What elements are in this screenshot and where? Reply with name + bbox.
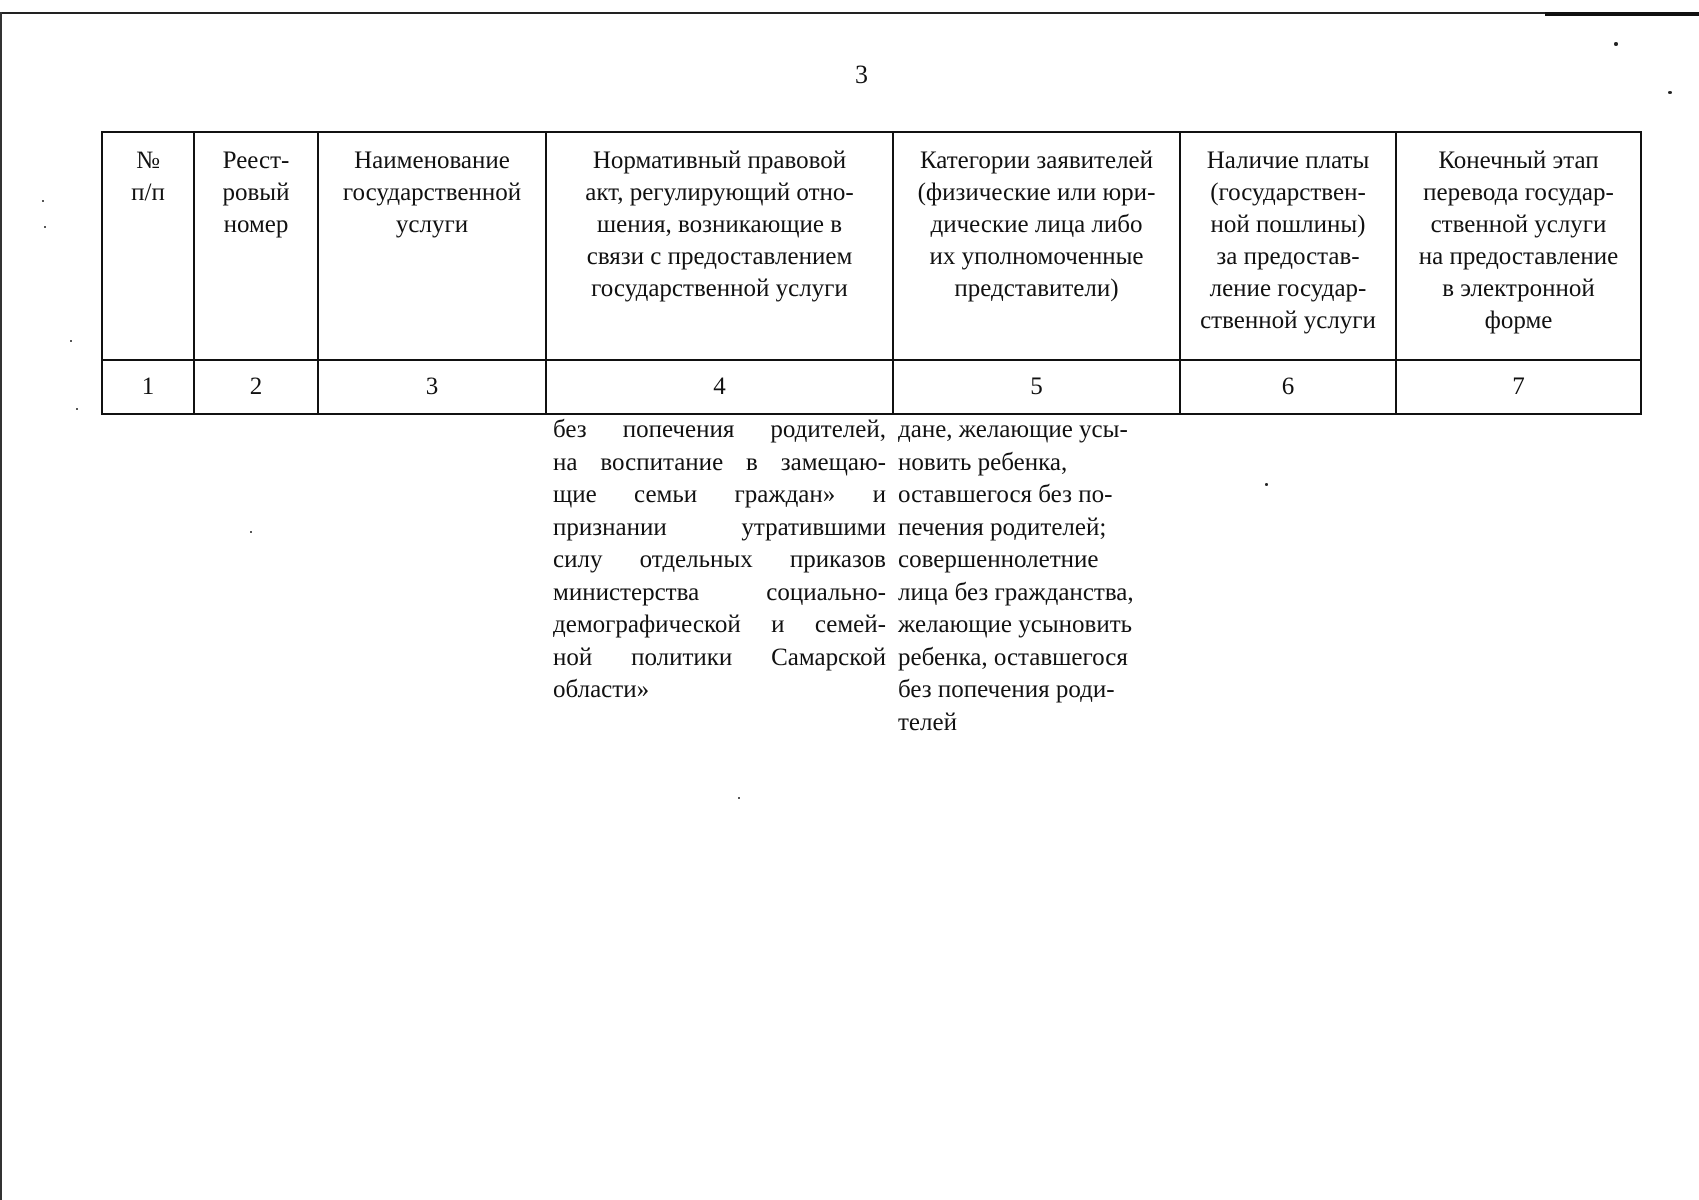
header-line: связи с предоставлением bbox=[586, 243, 853, 270]
header-line: ственной услуги bbox=[1200, 307, 1376, 334]
text-line: щие семьи граждан» и bbox=[553, 481, 886, 508]
scan-speck bbox=[738, 797, 740, 799]
header-line: на предоставление bbox=[1418, 243, 1619, 270]
header-line: государственной bbox=[342, 179, 522, 206]
header-line: в электронной bbox=[1442, 275, 1595, 302]
column-number: 5 bbox=[893, 360, 1180, 414]
text-line: демографической и семей- bbox=[553, 611, 886, 638]
text-line: ной политики Самарской bbox=[553, 643, 886, 671]
header-cell-service-name bbox=[318, 132, 546, 360]
header-line: номер bbox=[223, 211, 289, 238]
header-line: Наименование bbox=[354, 147, 510, 174]
text-line: желающие усыновить bbox=[898, 611, 1133, 638]
table-header-row bbox=[102, 132, 1641, 360]
text-line: новить ребенка, bbox=[898, 448, 1068, 476]
text-line: дане, желающие усы- bbox=[898, 416, 1128, 443]
column-number: 3 bbox=[318, 360, 546, 414]
header-line: шения, возникающие в bbox=[596, 211, 843, 238]
header-line: Нормативный правовой bbox=[592, 147, 847, 174]
text-line: силу отдельных приказов bbox=[553, 546, 886, 573]
header-line: их уполномоченные bbox=[929, 243, 1144, 270]
column-number: 4 bbox=[546, 360, 893, 414]
header-line: представители) bbox=[954, 275, 1119, 302]
header-line: ной пошлины) bbox=[1210, 211, 1366, 238]
header-line: (государствен- bbox=[1210, 179, 1366, 206]
header-line: государственной услуги bbox=[591, 275, 848, 302]
header-cell-number bbox=[102, 132, 194, 360]
text-line: без попечения роди- bbox=[898, 676, 1115, 703]
header-line: Конечный этап bbox=[1438, 147, 1599, 174]
header-line: ление государ- bbox=[1209, 275, 1367, 302]
scan-speck bbox=[76, 408, 78, 410]
scan-speck bbox=[1265, 483, 1268, 486]
header-line: № bbox=[136, 147, 160, 174]
scan-border-top-right bbox=[1545, 12, 1699, 16]
applicants-continuation bbox=[898, 414, 1173, 739]
column-number: 1 bbox=[102, 360, 194, 414]
column-number: 7 bbox=[1396, 360, 1641, 414]
header-line: дические лица либо bbox=[930, 211, 1143, 238]
text-line: без попечения родителей, bbox=[553, 416, 886, 443]
header-line: ственной услуги bbox=[1430, 211, 1607, 238]
text-line: ребенка, оставшегося bbox=[898, 643, 1128, 671]
scan-speck bbox=[250, 531, 252, 533]
header-cell-applicant-categories bbox=[893, 132, 1180, 360]
scan-border-top bbox=[0, 12, 1699, 14]
scan-speck bbox=[1614, 42, 1618, 46]
header-cell-fee bbox=[1180, 132, 1396, 360]
text-line: печения родителей; bbox=[898, 513, 1107, 541]
text-line: совершеннолетние bbox=[898, 546, 1099, 573]
column-number: 6 bbox=[1180, 360, 1396, 414]
column-number: 2 bbox=[194, 360, 318, 414]
text-line: телей bbox=[898, 708, 957, 736]
header-line: перевода государ- bbox=[1423, 179, 1614, 206]
services-register-table bbox=[101, 131, 1642, 415]
text-line: оставшегося без по- bbox=[898, 481, 1113, 508]
column-number-row bbox=[102, 360, 1641, 414]
header-line: услуги bbox=[395, 211, 469, 238]
text-line: области» bbox=[553, 676, 650, 703]
header-line: (физические или юри- bbox=[917, 179, 1156, 206]
header-line: п/п bbox=[131, 179, 165, 206]
header-cell-registry-number bbox=[194, 132, 318, 360]
header-line: форме bbox=[1484, 307, 1553, 334]
scan-speck bbox=[70, 340, 72, 342]
header-cell-electronic-stage bbox=[1396, 132, 1641, 360]
text-line: лица без гражданства, bbox=[898, 578, 1134, 606]
header-line: Наличие платы bbox=[1206, 147, 1370, 174]
text-line: министерства социально- bbox=[553, 578, 886, 606]
header-line: Категории заявителей bbox=[919, 147, 1154, 174]
scan-speck bbox=[44, 226, 46, 228]
header-line: акт, регулирующий отно- bbox=[585, 179, 854, 206]
header-line: за предостав- bbox=[1216, 243, 1360, 270]
scan-speck bbox=[1668, 91, 1672, 94]
legal-act-continuation bbox=[553, 414, 886, 707]
page-number: 3 bbox=[855, 60, 868, 89]
header-line: Реест- bbox=[222, 147, 290, 174]
scan-speck bbox=[42, 200, 44, 202]
scan-border-left bbox=[0, 12, 2, 1200]
header-cell-legal-act bbox=[546, 132, 893, 360]
text-line: на воспитание в замещаю- bbox=[553, 448, 886, 476]
text-line: признании утратившими bbox=[553, 513, 886, 541]
header-line: ровый bbox=[222, 179, 290, 206]
